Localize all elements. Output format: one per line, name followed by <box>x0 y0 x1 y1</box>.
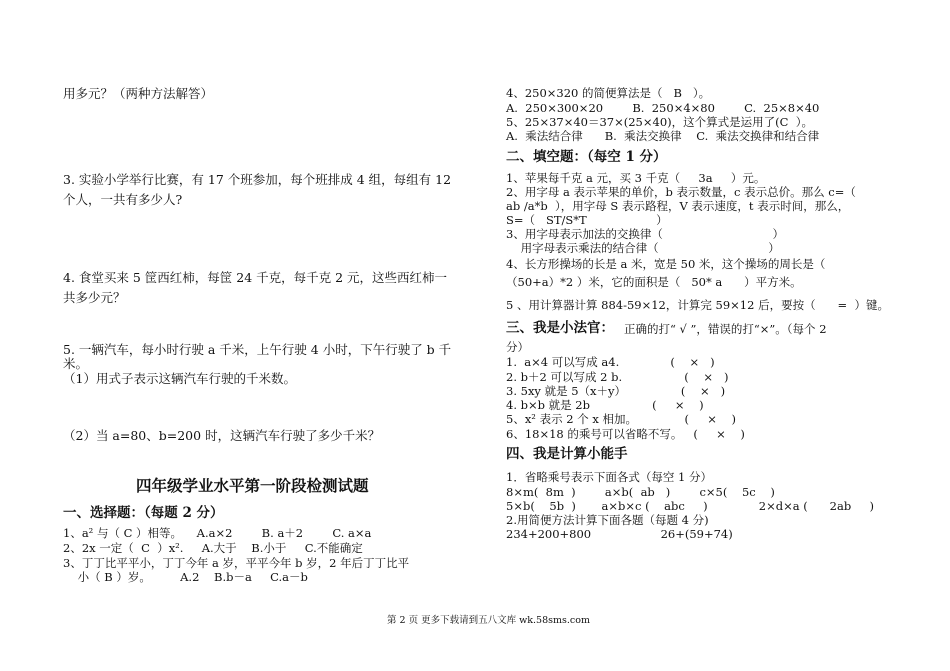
choice-4: 4、250×320 的简便算法是（ B ）。 <box>506 86 711 100</box>
question-3-line-2: 个人，一共有多少人? <box>63 192 183 207</box>
judge-4: 4. b×b 就是 2b ( × ) <box>506 398 704 412</box>
question-4-line-1: 4. 食堂买来 5 筐西红柿，每筐 24 千克，每千克 2 元，这些西红柿一 <box>63 270 448 285</box>
part-1-row-2: 5×b( 5b ) a×b×c ( abc ) 2×d×a ( 2ab ) <box>506 499 874 513</box>
question-5-line-1: 5. 一辆汽车，每小时行驶 a 千米，上午行驶 4 小时，下午行驶了 b 千 <box>63 342 452 357</box>
part-1-row-1: 8×m( 8m ) a×b( ab ) c×5( 5c ) <box>506 485 775 499</box>
question-5-sub-2: （2）当 a=80、b=200 时，这辆汽车行驶了多少千米？ <box>63 428 381 443</box>
fill-3-line-1: 3、用字母表示加法的交换律（ ） <box>506 227 784 241</box>
choice-3-line-2: 小（ B ）岁。 A.2 B.b－a C.a－b <box>63 570 308 584</box>
section-3-note: 正确的打“ √ ”，错误的打“×”。（每个 2 <box>624 322 827 336</box>
section-1-heading: 一、选择题：（每题 2 分） <box>63 505 224 521</box>
section-2-heading: 二、填空题：（每空 1 分） <box>506 149 667 165</box>
fill-4-line-2: （50+a）*2 ）米，它的面积是（ 50* a ）平方米。 <box>506 275 802 289</box>
exam-title: 四年级学业水平第一阶段检测试题 <box>136 476 369 495</box>
judge-6: 6、18×18 的乘号可以省略不写。 ( × ) <box>506 427 745 441</box>
section-3-note-2: 分） <box>506 340 529 354</box>
choice-1: 1、a² 与（ C ）相等。 A.a×2 B. a＋2 C. a×a <box>63 526 372 540</box>
question-2-tail: 用多元？（两种方法解答） <box>63 86 214 101</box>
choice-2: 2、2x 一定（ C ）x². A.大于 B.小于 C.不能确定 <box>63 541 363 555</box>
section-4-heading: 四、我是计算小能手 <box>506 446 628 462</box>
question-5-line-2: 米。 <box>63 356 89 371</box>
page-footer: 第 2 页 更多下载请到五八文库 wk.58sms.com <box>387 615 590 626</box>
fill-2-line-2: ab /a*b ），用字母 S 表示路程，V 表示速度，t 表示时间，那么， <box>506 199 850 213</box>
fill-5: 5 、用计算器计算 884-59×12，计算完 59×12 后，要按（ = ）键。 <box>506 298 889 312</box>
question-4-line-2: 共多少元？ <box>63 290 126 305</box>
fill-2-line-3: S=（ ST/S*T ） <box>506 213 668 227</box>
part-2-row: 234+200+800 26+(59+74) <box>506 527 733 541</box>
fill-2-line-1: 2、用字母 a 表示苹果的单价，b 表示数量，c 表示总价。那么 c=（ <box>506 185 856 199</box>
fill-4-line-1: 4、长方形操场的长是 a 米，宽是 50 米，这个操场的周长是（ <box>506 257 826 271</box>
choice-3-line-1: 3、丁丁比平平小，丁丁今年 a 岁，平平今年 b 岁，2 年后丁丁比平 <box>63 556 410 570</box>
choice-4-options: A. 250×300×20 B. 250×4×80 C. 25×8×40 <box>506 101 820 115</box>
question-3-line-1: 3. 实验小学举行比赛，有 17 个班参加，每个班排成 4 组，每组有 12 <box>63 172 452 187</box>
choice-5: 5、25×37×40＝37×(25×40)，这个算式是运用了(C ）。 <box>506 115 813 129</box>
choice-5-options: A. 乘法结合律 B. 乘法交换律 C. 乘法交换律和结合律 <box>506 129 820 143</box>
question-5-sub-1: （1）用式子表示这辆汽车行驶的千米数。 <box>63 371 296 386</box>
judge-3: 3. 5xy 就是 5（x＋y） ( × ) <box>506 384 726 398</box>
fill-1: 1、苹果每千克 a 元，买 3 千克（ 3a ）元。 <box>506 171 766 185</box>
fill-3-line-2: 用字母表示乘法的结合律（ ） <box>506 241 780 255</box>
part-1-instruction: 1．省略乘号表示下面各式（每空 1 分） <box>506 470 712 484</box>
section-3-heading: 三、我是小法官： <box>506 320 614 336</box>
judge-2: 2. b＋2 可以写成 2 b. ( × ) <box>506 370 729 384</box>
judge-1: 1. a×4 可以写成 a4. ( × ) <box>506 355 715 369</box>
judge-5: 5、x² 表示 2 个 x 相加。 ( × ) <box>506 412 737 426</box>
part-2-instruction: 2.用简便方法计算下面各题（每题 4 分) <box>506 513 709 527</box>
